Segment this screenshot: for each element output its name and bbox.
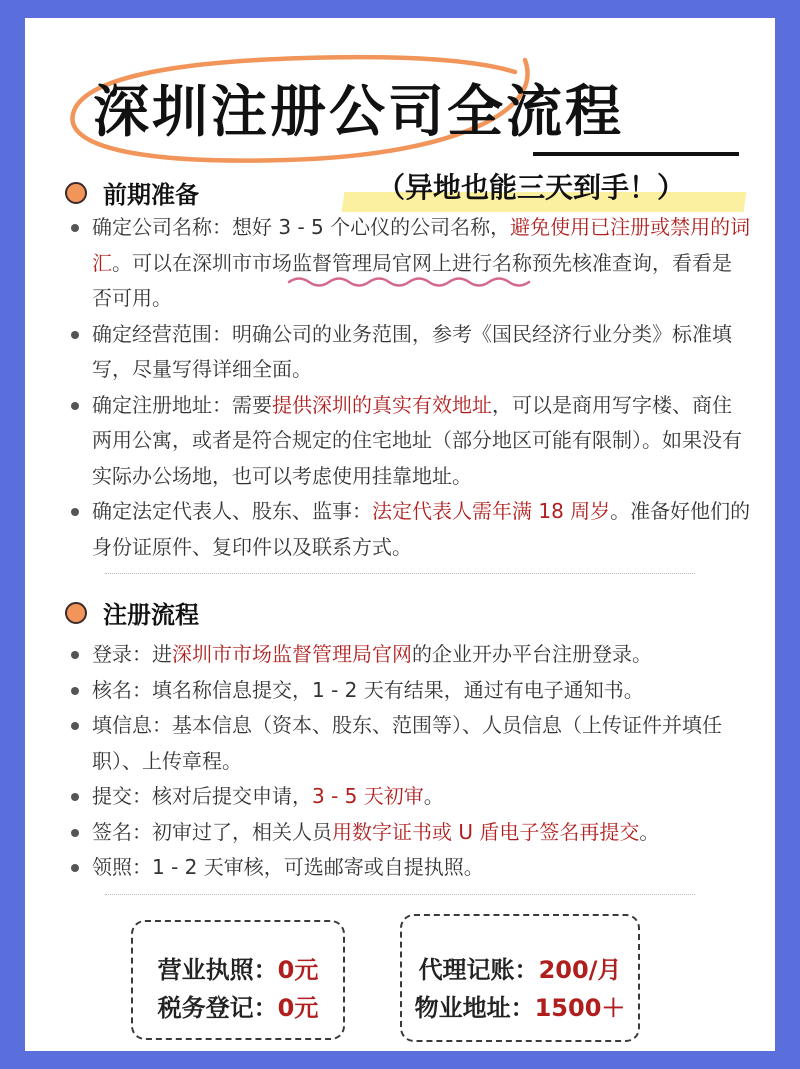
- section-prep-title: 前期准备: [103, 181, 199, 209]
- fee-line: 营业执照：0元: [157, 956, 319, 984]
- section-process-title: 注册流程: [103, 601, 199, 629]
- fee-line: 代理记账：200/月: [418, 956, 622, 984]
- section-divider: [105, 894, 695, 895]
- list-item: 核名：填名称信息提交，1 - 2 天有结果，通过有电子通知书。: [71, 673, 751, 709]
- section-process-header: [65, 595, 199, 630]
- paid-fees-box: [400, 914, 640, 1042]
- fee-line: 税务登记：0元: [157, 994, 319, 1022]
- title-area: [25, 54, 775, 164]
- orange-dot-icon: [65, 602, 87, 624]
- subtitle: （异地也能三天到手！）: [377, 171, 686, 204]
- list-item: 确定经营范围：明确公司的业务范围，参考《国民经济行业分类》标准填写，尽量写得详细全面。: [71, 317, 751, 388]
- list-item: 领照：1 - 2 天审核，可选邮寄或自提执照。: [71, 850, 751, 886]
- list-item: 登录：进深圳市市场监督管理局官网的企业开办平台注册登录。: [71, 637, 751, 673]
- page-title: 深圳注册公司全流程: [93, 80, 624, 145]
- fee-line: 物业地址：1500＋: [414, 994, 626, 1022]
- orange-dot-icon: [65, 182, 87, 204]
- section-divider: [105, 573, 695, 574]
- list-item: 确定公司名称：想好 3 - 5 个心仪的公司名称，避免使用已注册或禁用的词汇。可以在深圳市市场监督管理局官网上进行名称预先核准查询，看看是否可用。: [71, 210, 751, 317]
- free-fees-box: [131, 920, 345, 1040]
- list-item: 签名：初审过了，相关人员用数字证书或 U 盾电子签名再提交。: [71, 815, 751, 851]
- title-underline: [533, 152, 739, 156]
- list-item: 提交：核对后提交申请，3 - 5 天初审。: [71, 779, 751, 815]
- section-prep-header: [65, 175, 199, 210]
- prep-list: [71, 210, 751, 565]
- process-list: [71, 637, 751, 886]
- list-item: 填信息：基本信息（资本、股东、范围等）、人员信息（上传证件并填任职）、上传章程。: [71, 708, 751, 779]
- poster-card: [25, 18, 775, 1051]
- list-item: 确定注册地址：需要提供深圳的真实有效地址，可以是商用写字楼、商住两用公寓，或者是符合规定的住宅地址（部分地区可能有限制）。如果没有实际办公场地，也可以考虑使用挂靠地址。: [71, 388, 751, 495]
- list-item: 确定法定代表人、股东、监事：法定代表人需年满 18 周岁。准备好他们的身份证原件、复印件以及联系方式。: [71, 494, 751, 565]
